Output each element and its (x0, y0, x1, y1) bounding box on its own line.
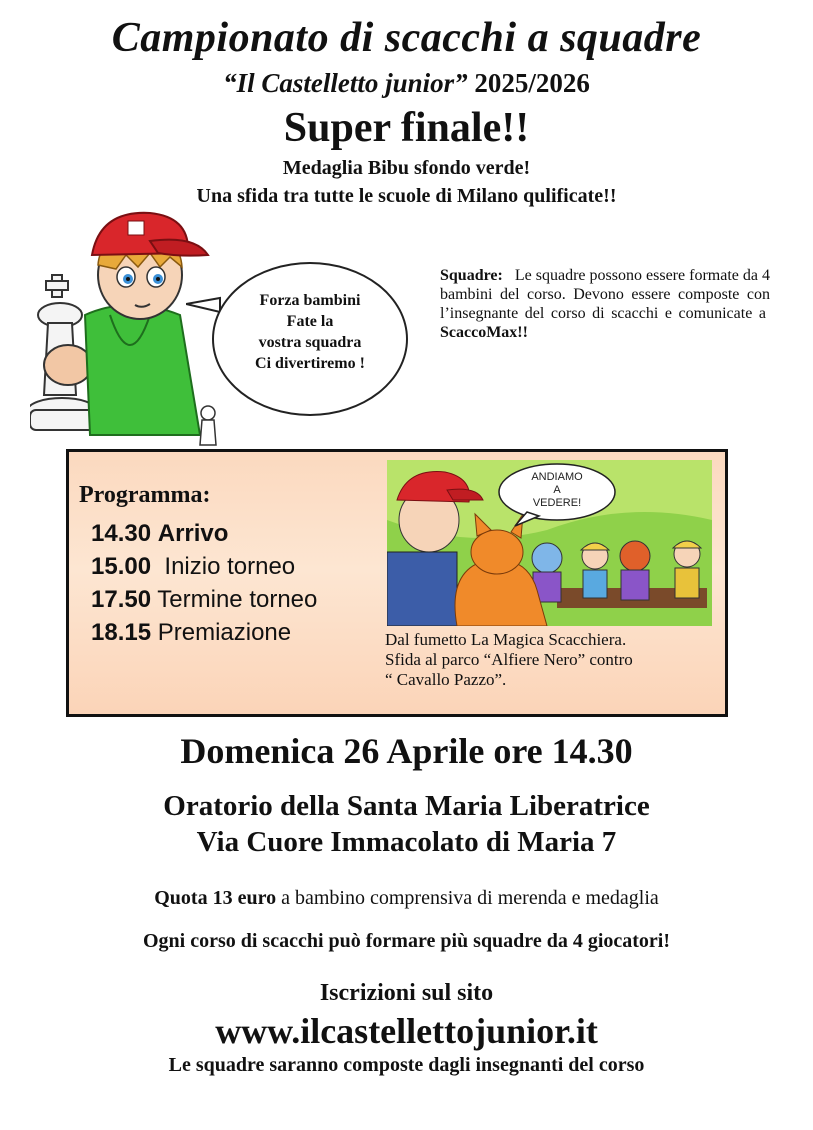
website-link[interactable]: www.ilcastellettojunior.it (215, 1011, 598, 1051)
speech-bubble (212, 262, 408, 416)
programma-time: 15.00 (91, 553, 152, 580)
programma-item (91, 553, 295, 581)
subtitle-year: 2025/2026 (474, 68, 590, 98)
super-finale-heading: Super finale!! (283, 105, 530, 151)
caption-line: Sfida al parco “Alfiere Nero” contro (385, 650, 633, 669)
poster-title: Campionato di scacchi a squadre (111, 15, 702, 61)
squadre-text: Le squadre possono essere formate da 4 bambini del corso. Devono essere composte con l’insegnante del corso di scacchi e comunicate a (440, 267, 770, 322)
programma-label: Termine torneo (157, 586, 318, 613)
venue-address: Via Cuore Immacolato di Maria 7 (196, 826, 617, 858)
iscrizioni-heading: Iscrizioni sul sito (319, 980, 494, 1006)
quota-details: a bambino comprensiva di merenda e medaglia (281, 887, 659, 909)
quota-line (0, 887, 813, 910)
squadre-label: Squadre: (440, 267, 503, 284)
caption-line: “ Cavallo Pazzo”. (385, 670, 507, 689)
cartoon-kid-illustration (30, 205, 230, 455)
bubble-line: Forza bambini (259, 292, 361, 309)
programma-item (91, 619, 291, 647)
bubble-line: Fate la (286, 313, 334, 330)
comic-bubble-line: VEDERE! (532, 497, 582, 509)
small-pawn-icon (200, 406, 216, 445)
subtitle-name: “Il Castelletto junior” (223, 68, 468, 98)
scaccomax-name: ScaccoMax!! (440, 324, 528, 341)
sfida-line: Una sfida tra tutte le scuole di Milano qulificate!! (196, 185, 617, 207)
comic-caption (385, 630, 725, 690)
teams-composition-note: Le squadre saranno composte dagli insegnanti del corso (168, 1054, 645, 1076)
venue-name: Oratorio della Santa Maria Liberatrice (163, 790, 650, 822)
quota-amount: Quota 13 euro (154, 887, 277, 909)
bubble-line: vostra squadra (258, 334, 362, 351)
comic-bubble-line: A (553, 484, 561, 496)
caption-line: Dal fumetto La Magica Scacchiera. (385, 630, 627, 649)
programma-label: Arrivo (157, 520, 229, 547)
programma-label: Inizio torneo (164, 553, 296, 580)
programma-box (66, 449, 728, 717)
teams-note: Ogni corso di scacchi può formare più squadre da 4 giocatori! (142, 930, 671, 952)
programma-time: 18.15 (91, 619, 152, 646)
programma-time: 17.50 (91, 586, 152, 613)
poster-subtitle (0, 68, 813, 99)
programma-item (91, 520, 228, 548)
programma-label: Premiazione (157, 619, 292, 646)
bubble-line: Ci divertiremo ! (255, 355, 365, 372)
event-date: Domenica 26 Aprile ore 14.30 (180, 731, 633, 771)
programma-time: 14.30 (91, 520, 152, 547)
squadre-paragraph (440, 266, 770, 342)
comic-bubble-line: ANDIAMO (531, 471, 583, 483)
programma-title: Programma: (79, 482, 211, 508)
medaglia-line: Medaglia Bibu sfondo verde! (282, 157, 531, 179)
comic-panel-illustration (387, 460, 712, 626)
programma-item (91, 586, 317, 614)
